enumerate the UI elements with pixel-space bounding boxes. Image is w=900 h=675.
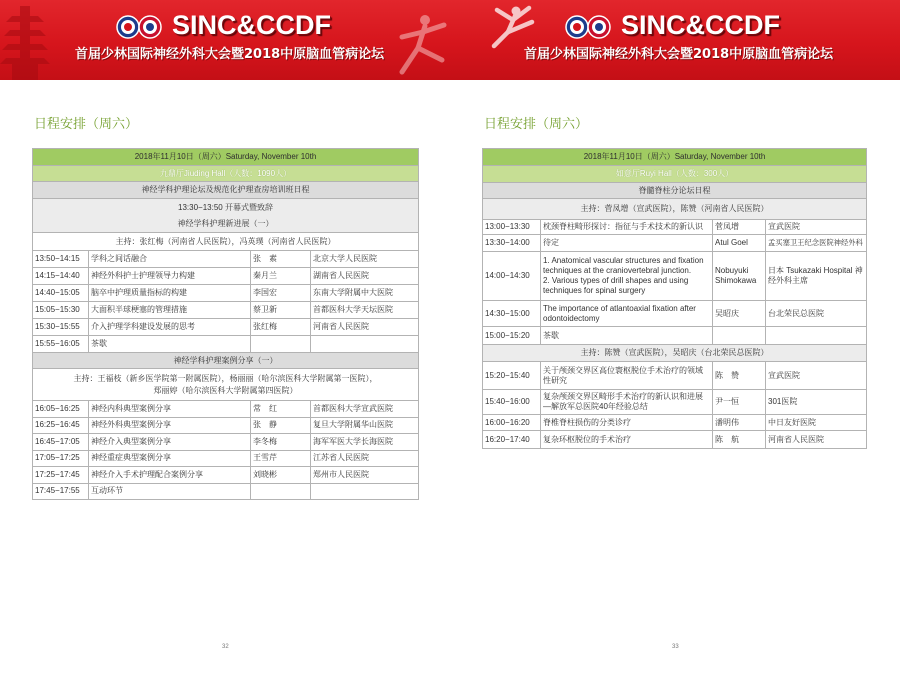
time-cell: 15:20−15:40 bbox=[483, 362, 541, 390]
org-cell: 河南省人民医院 bbox=[766, 431, 867, 449]
date-header: 2018年11月10日（周六）Saturday, November 10th bbox=[483, 149, 867, 166]
session-host bbox=[33, 369, 419, 401]
conference-emblems bbox=[565, 15, 611, 39]
schedule-row bbox=[483, 415, 867, 431]
time-cell: 13:50−14:15 bbox=[33, 251, 89, 268]
time-cell: 14:30−15:00 bbox=[483, 301, 541, 327]
right-schedule-table bbox=[482, 148, 867, 449]
speaker-cell: Atul Goel bbox=[713, 235, 766, 252]
time-cell: 16:05−16:25 bbox=[33, 401, 89, 418]
schedule-row bbox=[33, 434, 419, 451]
speaker-cell: 潘明伟 bbox=[713, 415, 766, 431]
topic-cell: 大面积半球梗塞的管理措施 bbox=[89, 302, 251, 319]
speaker-cell: 吴昭庆 bbox=[713, 301, 766, 327]
date-header: 2018年11月10日（周六）Saturday, November 10th bbox=[33, 149, 419, 166]
session-title: 神经学科护理新进展（一） bbox=[177, 218, 274, 228]
schedule-row bbox=[33, 251, 419, 268]
time-cell: 15:30−15:55 bbox=[33, 319, 89, 336]
topic-cell: 神经外科护士护理领导力构建 bbox=[89, 268, 251, 285]
schedule-row bbox=[483, 362, 867, 390]
time-cell: 13:30−14:00 bbox=[483, 235, 541, 252]
hall-header: 九鼎厅Jiuding Hall（人数：1090人） bbox=[33, 166, 419, 182]
page-heading: 日程安排（周六） bbox=[34, 117, 139, 132]
session-host: 主持：菅凤增（宣武医院），陈赞（河南省人民医院） bbox=[483, 199, 867, 220]
org-cell: 河南省人民医院 bbox=[311, 319, 419, 336]
org-cell: 湖南省人民医院 bbox=[311, 268, 419, 285]
org-cell: 东南大学附属中大医院 bbox=[311, 285, 419, 302]
session-host: 主持：陈赞（宣武医院），吴昭庆（台北荣民总医院） bbox=[483, 345, 867, 362]
page-number: 32 bbox=[222, 644, 229, 650]
org-cell bbox=[311, 483, 419, 500]
time-cell: 16:45−17:05 bbox=[33, 434, 89, 451]
speaker-cell: 张 素 bbox=[251, 251, 311, 268]
schedule-row bbox=[483, 235, 867, 252]
topic-cell: 神经介入典型案例分享 bbox=[89, 434, 251, 451]
program-title: 神经学科护理论坛及规范化护理查房培训班日程 bbox=[33, 182, 419, 199]
speaker-cell: 刘晓彬 bbox=[251, 467, 311, 484]
time-cell: 14:40−15:05 bbox=[33, 285, 89, 302]
topic-cell: 学科之间话融合 bbox=[89, 251, 251, 268]
schedule-row bbox=[33, 336, 419, 353]
org-cell bbox=[311, 336, 419, 353]
page-heading: 日程安排（周六） bbox=[484, 117, 589, 132]
topic-cell: 神经外科典型案例分享 bbox=[89, 417, 251, 434]
org-cell: 宣武医院 bbox=[766, 362, 867, 390]
speaker-cell: 菅凤增 bbox=[713, 220, 766, 235]
time-cell: 16:00−16:20 bbox=[483, 415, 541, 431]
speaker-cell: 常 红 bbox=[251, 401, 311, 418]
org-cell bbox=[766, 327, 867, 345]
speaker-cell: 尹一恒 bbox=[713, 390, 766, 415]
program-title: 脊髓脊柱分论坛日程 bbox=[483, 183, 867, 199]
speaker-cell: 李国宏 bbox=[251, 285, 311, 302]
speaker-cell bbox=[251, 336, 311, 353]
topic-cell: 待定 bbox=[541, 235, 713, 252]
time-cell: 17:25−17:45 bbox=[33, 467, 89, 484]
ccdf-emblem-icon bbox=[588, 16, 610, 38]
time-cell: 14:15−14:40 bbox=[33, 268, 89, 285]
page-number: 33 bbox=[672, 644, 679, 650]
pagoda-illustration bbox=[0, 6, 50, 80]
hall-header: 如意厅Ruyi Hall（人数：300人） bbox=[483, 166, 867, 183]
speaker-cell bbox=[713, 327, 766, 345]
schedule-row bbox=[483, 301, 867, 327]
sinc-emblem-icon bbox=[566, 16, 588, 38]
time-cell: 17:45−17:55 bbox=[33, 483, 89, 500]
org-cell: 宣武医院 bbox=[766, 220, 867, 235]
topic-cell: The importance of atlantoaxial fixation after odontoidectomy bbox=[541, 301, 713, 327]
schedule-row bbox=[483, 327, 867, 345]
org-cell: 中日友好医院 bbox=[766, 415, 867, 431]
session-title: 神经学科护理案例分享（一） bbox=[33, 353, 419, 369]
topic-cell: 复杂环枢脱位的手术治疗 bbox=[541, 431, 713, 449]
topic-cell: 茶歇 bbox=[541, 327, 713, 345]
brand-title: SINC&CCDF bbox=[621, 10, 780, 40]
schedule-row bbox=[33, 285, 419, 302]
speaker-cell: 张 静 bbox=[251, 417, 311, 434]
schedule-row bbox=[483, 431, 867, 449]
time-cell: 16:25−16:45 bbox=[33, 417, 89, 434]
session-host: 主持：张红梅（河南省人民医院），冯英璞（河南省人民医院） bbox=[33, 233, 419, 251]
org-cell: 江苏省人民医院 bbox=[311, 450, 419, 467]
org-cell: 首都医科大学天坛医院 bbox=[311, 302, 419, 319]
opening-block bbox=[33, 199, 419, 233]
org-cell: 孟买塞卫王纪念医院神经外科 bbox=[766, 235, 867, 252]
conference-emblems bbox=[116, 15, 162, 39]
org-cell: 台北荣民总医院 bbox=[766, 301, 867, 327]
time-cell: 15:40−16:00 bbox=[483, 390, 541, 415]
org-cell: 日本 Tsukazaki Hospital 神经外科主席 bbox=[766, 252, 867, 301]
speaker-cell: 王雪芹 bbox=[251, 450, 311, 467]
opening-ceremony: 13:30−13:50 开幕式暨致辞 bbox=[178, 202, 273, 212]
time-cell: 14:00−14:30 bbox=[483, 252, 541, 301]
speaker-cell: 李冬梅 bbox=[251, 434, 311, 451]
topic-cell: 茶歇 bbox=[89, 336, 251, 353]
ccdf-emblem-icon bbox=[139, 16, 161, 38]
topic-item: 2. Various types of drill shapes and using techniques for spinal surgery bbox=[543, 276, 689, 295]
topic-cell: 互动环节 bbox=[89, 483, 251, 500]
speaker-cell: 秦月兰 bbox=[251, 268, 311, 285]
org-cell: 郑州市人民医院 bbox=[311, 467, 419, 484]
speaker-cell: 蔡卫新 bbox=[251, 302, 311, 319]
topic-cell: 神经介入手术护理配合案例分享 bbox=[89, 467, 251, 484]
org-cell: 首都医科大学宣武医院 bbox=[311, 401, 419, 418]
schedule-row bbox=[33, 319, 419, 336]
speaker-cell: 陈 航 bbox=[713, 431, 766, 449]
schedule-row bbox=[33, 417, 419, 434]
topic-cell: 枕颈脊柱畸形探讨：指征与手术技术的新认识 bbox=[541, 220, 713, 235]
topic-cell: 脊椎脊柱损伤的分类诊疗 bbox=[541, 415, 713, 431]
left-schedule-table bbox=[32, 148, 419, 500]
schedule-row bbox=[483, 220, 867, 235]
topic-cell bbox=[541, 252, 713, 301]
conference-subtitle: 首届少林国际神经外科大会暨2018中原脑血管病论坛 bbox=[524, 47, 834, 62]
org-cell: 复旦大学附属华山医院 bbox=[311, 417, 419, 434]
kungfu-figure-illustration bbox=[494, 7, 532, 47]
schedule-row bbox=[483, 390, 867, 415]
schedule-row bbox=[33, 467, 419, 484]
time-cell: 15:05−15:30 bbox=[33, 302, 89, 319]
header-banner bbox=[0, 0, 900, 80]
time-cell: 15:00−15:20 bbox=[483, 327, 541, 345]
topic-cell: 神经重症典型案例分享 bbox=[89, 450, 251, 467]
topic-cell: 介入护理学科建设发展的思考 bbox=[89, 319, 251, 336]
schedule-row bbox=[33, 450, 419, 467]
brand-title: SINC&CCDF bbox=[172, 10, 331, 40]
conference-subtitle: 首届少林国际神经外科大会暨2018中原脑血管病论坛 bbox=[75, 47, 385, 62]
schedule-row bbox=[33, 302, 419, 319]
topic-item: 1. Anatomical vascular structures and fixation techniques at the craniovertebral junction. bbox=[543, 256, 704, 275]
schedule-row bbox=[33, 483, 419, 500]
topic-cell: 关于颅颈交界区高位寰枢脱位手术治疗的领域性研究 bbox=[541, 362, 713, 390]
schedule-row bbox=[33, 401, 419, 418]
topic-cell: 脑卒中护理质量指标的构建 bbox=[89, 285, 251, 302]
session-host-line: 主持：王福枝（新乡医学院第一附属医院），杨丽丽（哈尔滨医科大学附属第一医院）， bbox=[73, 373, 378, 383]
speaker-cell: Nobuyuki Shimokawa bbox=[713, 252, 766, 301]
schedule-row bbox=[33, 268, 419, 285]
topic-cell: 复杂颅颈交界区畸形手术治疗的新认识和进展—解放军总医院40年经验总结 bbox=[541, 390, 713, 415]
org-cell: 301医院 bbox=[766, 390, 867, 415]
speaker-cell: 陈 赞 bbox=[713, 362, 766, 390]
time-cell: 17:05−17:25 bbox=[33, 450, 89, 467]
org-cell: 海军军医大学长海医院 bbox=[311, 434, 419, 451]
speaker-cell bbox=[251, 483, 311, 500]
topic-cell: 神经内科典型案例分享 bbox=[89, 401, 251, 418]
speaker-cell: 张红梅 bbox=[251, 319, 311, 336]
kungfu-figure-illustration bbox=[402, 15, 444, 72]
org-cell: 北京大学人民医院 bbox=[311, 251, 419, 268]
time-cell: 13:00−13:30 bbox=[483, 220, 541, 235]
sinc-emblem-icon bbox=[117, 16, 139, 38]
time-cell: 16:20−17:40 bbox=[483, 431, 541, 449]
session-host-line: 郑丽婷（哈尔滨医科大学附属第四医院） bbox=[153, 385, 298, 395]
schedule-row bbox=[483, 252, 867, 301]
time-cell: 15:55−16:05 bbox=[33, 336, 89, 353]
